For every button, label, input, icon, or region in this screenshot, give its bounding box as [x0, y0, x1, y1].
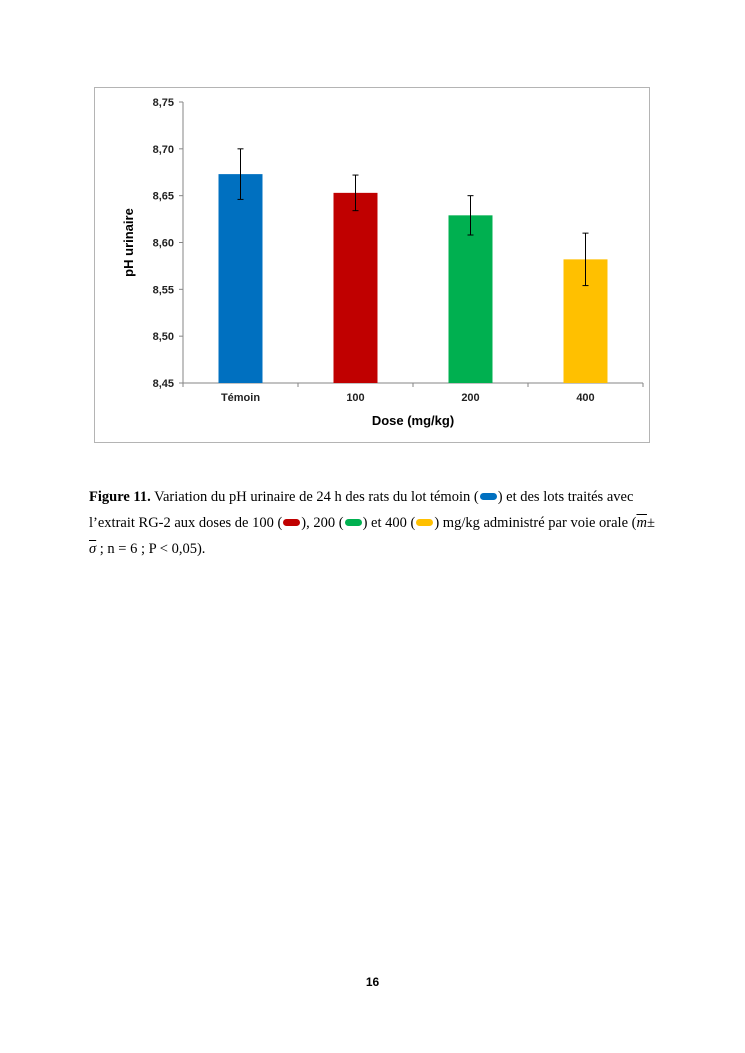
- bar-200: [449, 215, 493, 383]
- x-tick-label: 400: [576, 392, 595, 404]
- caption-text-6: ; n = 6 ; P < 0,05).: [96, 541, 206, 557]
- x-tick-label: 100: [346, 392, 365, 404]
- page-number: 16: [365, 975, 380, 989]
- y-tick-label: 8,55: [152, 284, 174, 297]
- caption-text-1: Variation du pH urinaire de 24 h des rats du lot témoin (: [150, 489, 479, 505]
- bar-chart: [95, 88, 651, 444]
- chart-frame: [94, 87, 650, 443]
- y-tick-label: 8,50: [152, 331, 174, 344]
- y-tick-label: 8,70: [152, 143, 174, 156]
- x-tick-label: Témoin: [220, 392, 261, 404]
- y-tick-label: 8,65: [152, 190, 174, 203]
- y-tick-label: 8,60: [152, 237, 174, 250]
- x-axis-title: Dose (mg/kg): [371, 413, 455, 428]
- stat-plus-minus: ±: [646, 515, 655, 531]
- legend-swatch-temoin: [480, 493, 497, 500]
- stat-sigma-symbol: $\overline{\sigma}$: [89, 541, 97, 557]
- caption-text-2: ) et des lots traités avec l’extrait RG-2 aux doses de 100 (: [89, 489, 634, 531]
- y-tick-label: 8,45: [152, 378, 174, 390]
- caption-text-5: ) mg/kg administré par voie orale (: [434, 515, 637, 531]
- stat-mean-symbol: $\overline{m}$: [636, 515, 647, 531]
- bar-100: [334, 193, 378, 383]
- figure-caption: [89, 484, 661, 562]
- caption-text-4: ) et 400 (: [362, 515, 416, 531]
- y-tick-label: 8,75: [152, 97, 174, 109]
- bar-temoin: [219, 174, 263, 383]
- caption-label: Figure 11.: [89, 489, 151, 505]
- x-tick-label: 200: [461, 392, 480, 404]
- caption-text-3: ), 200 (: [301, 515, 344, 531]
- legend-swatch-100: [283, 519, 300, 526]
- y-axis-title: pH urinaire: [121, 208, 136, 277]
- legend-swatch-400: [416, 519, 433, 526]
- legend-swatch-200: [345, 519, 362, 526]
